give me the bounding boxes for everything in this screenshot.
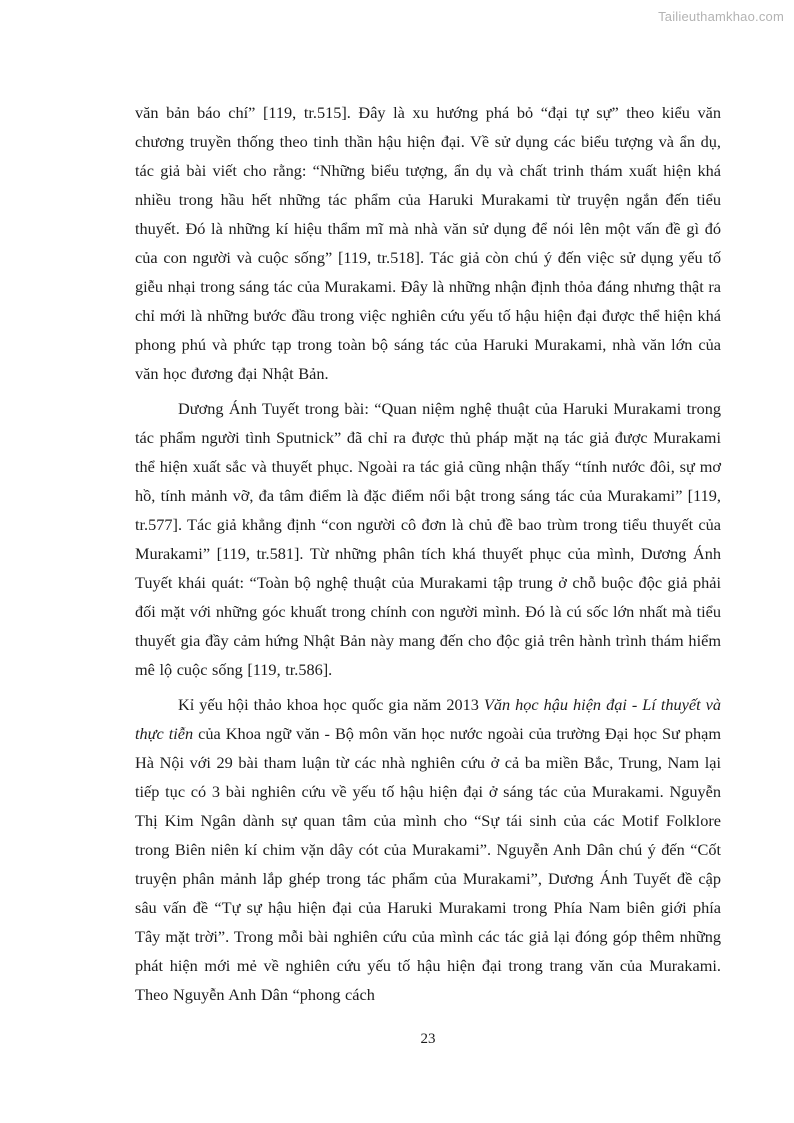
text-run: của Khoa ngữ văn - Bộ môn văn học nước ngoài của trường Đại học Sư phạm Hà Nội với 29 bài tham luận từ các nhà nghiên cứu ở cả ba miền Bắc, Trung, Nam lại tiếp tục có 3 bài nghiên cứu về yếu tố hậu hiện đại ở sáng tác của Murakami. Nguyễn Thị Kim Ngân dành sự quan tâm của mình cho “Sự tái sinh của các Motif Folklore trong Biên niên kí chim vặn dây cót của Murakami”. Nguyễn Anh Dân chú ý đến “Cốt truyện phân mảnh lắp ghép trong tác phẩm của Murakami”, Dương Ánh Tuyết đề cập sâu vấn đề “Tự sự hậu hiện đại của Haruki Murakami trong Phía Nam biên giới phía Tây mặt trời”. Trong mỗi bài nghiên cứu của mình các tác giả lại đóng góp thêm những phát hiện mới mẻ về nghiên cứu yếu tố hậu hiện đại trong trang văn của Murakami. Theo Nguyễn Anh Dân “phong cách [135,724,721,1004]
document-body [135,98,721,1015]
text-run: Dương Ánh Tuyết trong bài: “Quan niệm nghệ thuật của Haruki Murakami trong tác phẩm người tình Sputnick” đã chỉ ra được thủ pháp mặt nạ tác giả được Murakami thể hiện xuất sắc và thuyết phục. Ngoài ra tác giả cũng nhận thấy “tính nước đôi, sự mơ hồ, tính mảnh vỡ, đa tâm điểm là đặc điểm nổi bật trong sáng tác của Murakami” [119, tr.577]. Tác giả khẳng định “con người cô đơn là chủ đề bao trùm trong tiểu thuyết của Murakami” [119, tr.581]. Từ những phân tích khá thuyết phục của mình, Dương Ánh Tuyết khái quát: “Toàn bộ nghệ thuật của Murakami tập trung ở chỗ buộc độc giả phải đối mặt với những góc khuất trong chính con người mình. Đó là cú sốc lớn nhất mà tiểu thuyết gia đầy cảm hứng Nhật Bản này mang đến cho độc giả trên hành trình thám hiểm mê lộ cuộc sống [119, tr.586]. [135,399,721,679]
paragraph-1 [135,98,721,388]
text-run: văn bản báo chí” [119, tr.515]. Đây là xu hướng phá bỏ “đại tự sự” theo kiểu văn chương truyền thống theo tinh thần hậu hiện đại. Về sử dụng các biểu tượng và ẩn dụ, tác giả bài viết cho rằng: “Những biểu tượng, ẩn dụ và chất trinh thám xuất hiện khá nhiều trong hầu hết những tác phẩm của Haruki Murakami từ truyện ngắn đến tiểu thuyết. Đó là những kí hiệu thẩm mĩ mà nhà văn sử dụng để nói lên một vấn đề gì đó của con người và cuộc sống” [119, tr.518]. Tác giả còn chú ý đến việc sử dụng yếu tố giễu nhại trong sáng tác của Murakami. Đây là những nhận định thỏa đáng nhưng thật ra chỉ mới là những bước đầu trong việc nghiên cứu yếu tố hậu hiện đại được thể hiện khá phong phú và phức tạp trong toàn bộ sáng tác của Haruki Murakami, nhà văn lớn của văn học đương đại Nhật Bản. [135,103,721,383]
text-run: Kỉ yếu hội thảo khoa học quốc gia năm 2013 [178,695,484,714]
paragraph-3 [135,690,721,1009]
text-run-italic-title: Văn học hậu hiện đại - Lí thuyết và thực tiễn [135,695,722,743]
watermark: Tailieuthamkhao.com [658,9,784,24]
paragraph-2 [135,394,721,684]
page-number: 23 [420,1031,436,1047]
